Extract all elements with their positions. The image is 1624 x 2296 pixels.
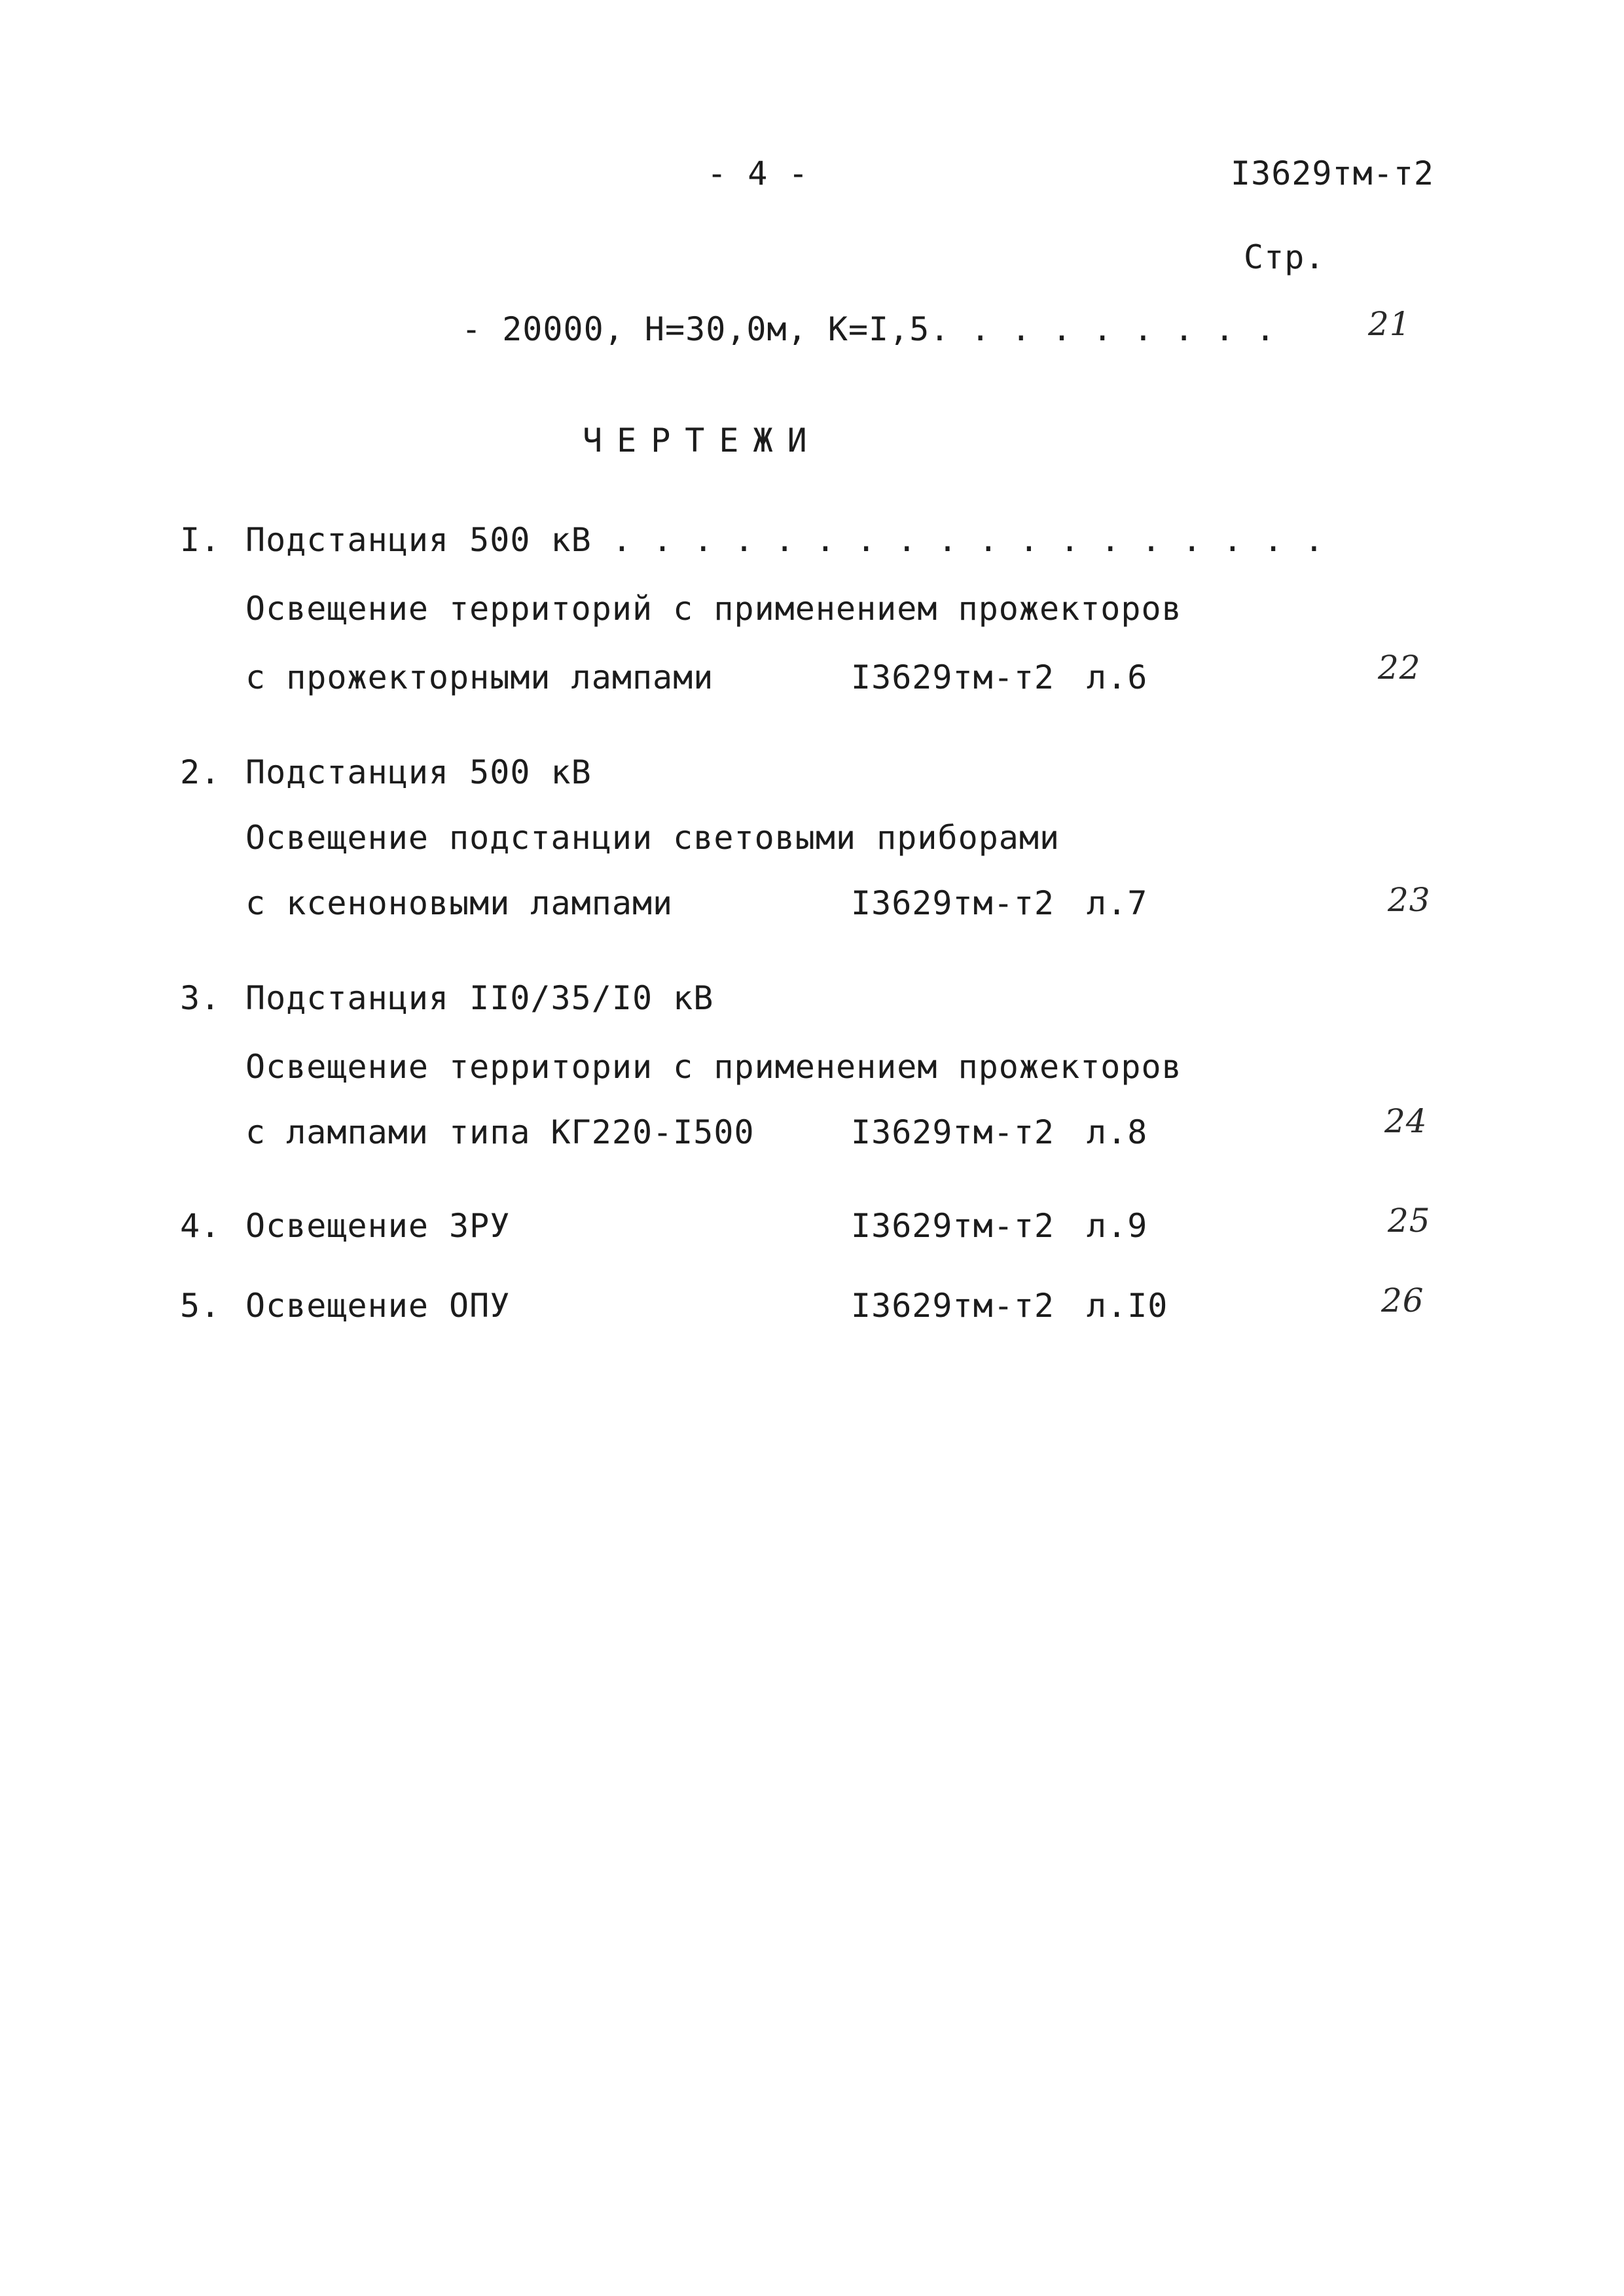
section-title: ЧЕРТЕЖИ: [583, 422, 821, 459]
item-code: I3629тм-т2: [851, 1113, 1055, 1151]
item-sheet: л.6: [1087, 658, 1148, 696]
item-title: Освещение ЗРУ: [245, 1207, 511, 1245]
item-sheet: л.7: [1087, 884, 1148, 922]
item-description: с лампами типа КГ220-I500: [245, 1113, 755, 1151]
continued-entry-text: - 20000, Н=30,0м, К=I,5. . . . . . . . .: [461, 310, 1276, 348]
item-page: 23: [1388, 881, 1431, 919]
item-code: I3629тм-т2: [851, 1287, 1055, 1325]
item-description: Освещение территорий с применением прожекторов: [245, 590, 1182, 628]
item-description: с прожекторными лампами: [245, 658, 714, 696]
item-sheet: л.8: [1087, 1113, 1148, 1151]
item-page: 25: [1388, 1202, 1431, 1240]
item-page: 22: [1378, 649, 1421, 687]
page-number: - 4 -: [707, 154, 809, 192]
item-code: I3629тм-т2: [851, 884, 1055, 922]
item-sheet: л.I0: [1087, 1287, 1168, 1325]
item-description: Освещение подстанции световыми приборами: [245, 819, 1060, 857]
item-sheet: л.9: [1087, 1207, 1148, 1245]
item-title: Освещение ОПУ: [245, 1287, 511, 1325]
item-number: 4.: [180, 1207, 221, 1245]
item-number: 3.: [180, 979, 221, 1017]
document-code: I3629тм-т2: [1231, 154, 1435, 192]
item-title: Подстанция 500 кВ . . . . . . . . . . . . . . . . . .: [245, 521, 1325, 559]
item-title: Подстанция II0/35/I0 кВ: [245, 979, 714, 1017]
item-code: I3629тм-т2: [851, 1207, 1055, 1245]
item-code: I3629тм-т2: [851, 658, 1055, 696]
item-number: I.: [180, 521, 221, 559]
continued-entry-page: 21: [1368, 305, 1411, 343]
item-page: 24: [1384, 1102, 1428, 1140]
item-title: Подстанция 500 кВ: [245, 753, 592, 791]
item-number: 2.: [180, 753, 221, 791]
item-page: 26: [1381, 1282, 1424, 1319]
item-description: с ксеноновыми лампами: [245, 884, 674, 922]
item-description: Освещение территории с применением прожекторов: [245, 1048, 1182, 1086]
page-column-label: Стр.: [1244, 238, 1326, 276]
item-number: 5.: [180, 1287, 221, 1325]
